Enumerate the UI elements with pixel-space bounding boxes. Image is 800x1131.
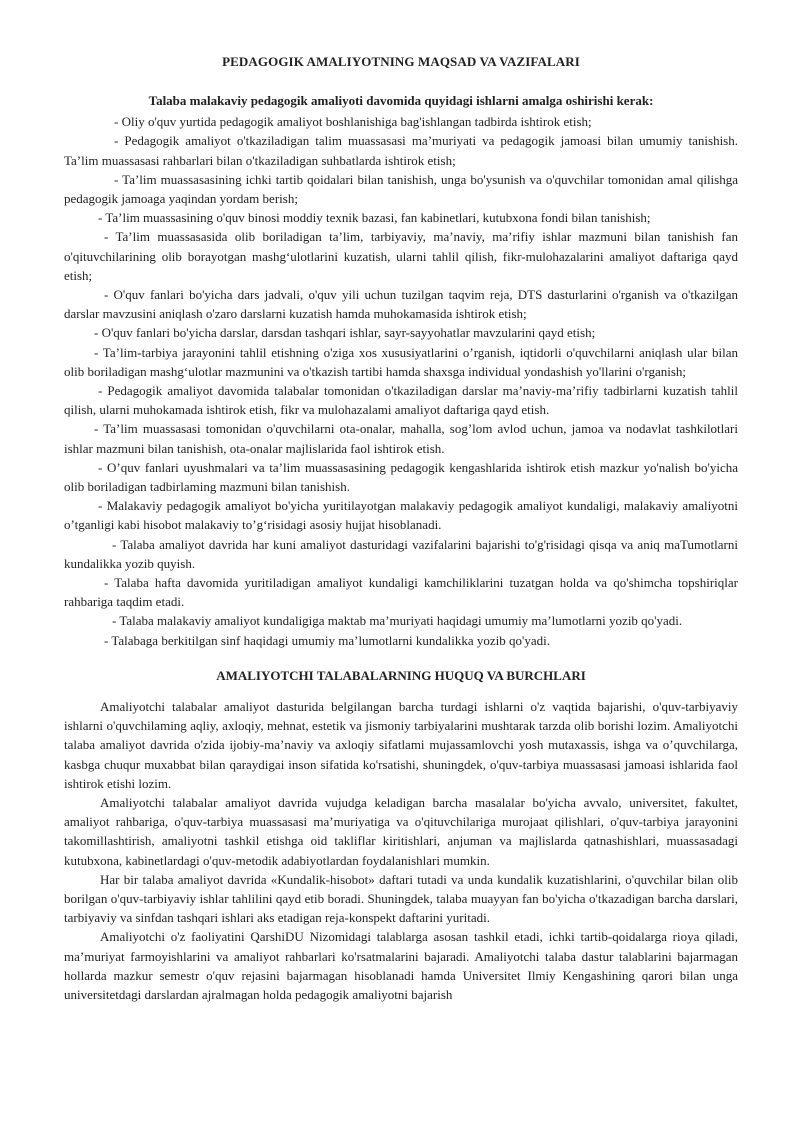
section-title-goals: PEDAGOGIK AMALIYOTNING MAQSAD VA VAZIFALARI bbox=[222, 54, 580, 69]
list-item: - Ta’lim muassasining o'quv binosi moddiy texnik bazasi, fan kabinetlari, kutubxona fondi bilan tanishish; bbox=[98, 210, 651, 226]
body-paragraph: Amaliyotchi o'z faoliyatini QarshiDU Nizomidagi talablarga asosan tashkil etadi, ichki tartib-qoidalarga rioya qiladi, ma’muriyat farmoyishlarini va amaliyot rahbarlari ko'rsatmalarini bajaradi. Amaliyotchi talaba dastur talablarini bajarmagan hollarda mazkur semestr o'quv rejasini bajarmagan hisoblanadi hamda Universitet Ilmiy Kengashining qarori bilan unga universitetdagi darslardan ajralmagan holda pedagogik amaliyotni bajarish bbox=[64, 929, 738, 1002]
body-paragraph: Har bir talaba amaliyot davrida «Kundalik-hisobot» daftari tutadi va unda kundalik kuzatishlarini, o'quvchilar bilan olib borilgan o'quv-tarbiyaviy ishlar tahlilini qayd etib boradi. Shuningdek, talaba muayyan fan bo'yicha o'tkazadigan barcha darslari, tarbiyaviy va sinfdan tashqari ishlari aks etadigan reja-konspekt daftarini yuritadi. bbox=[64, 871, 738, 926]
list-item: - Malakaviy pedagogik amaliyot bo'yicha yuritilayotgan malakaviy pedagogik amaliyot kundaligi, malakaviy amaliyotni o’tganligi kabi hisobot malakaviy to’g‘risidagi asosiy hujjat hisoblanadi. bbox=[64, 498, 738, 533]
list-item: - Ta’lim muassasasida olib boriladigan ta’lim, tarbiyaviy, ma’naviy, ma’rifiy ishlar mazmuni bilan tanishish fan o'qituvchilarining olib borayotgan mashg‘ulotlarini kuzatish, ularni tahlil qilish, fikr-mulohazalarini amaliyot daftariga qayd etish; bbox=[64, 229, 738, 283]
list-item: - Ta’lim-tarbiya jarayonini tahlil etishning o'ziga xos xususiyatlarini o’rganish, iqtidorli o'quvchilarni aniqlash ular bilan olib boriladigan mashg‘ulotlar mazmunini va o'tkazish tartibi hamda shaxsga individual yondashish yo'llarini o'rganish; bbox=[64, 344, 738, 379]
list-item: - Talaba amaliyot davrida har kuni amaliyot dasturidagi vazifalarini bajarishi to'g'risidagi qisqa va aniq maTumotlarni kundalikka yozib quyish. bbox=[64, 536, 738, 571]
list-item: - Pedagogik amaliyot davomida talabalar tomonidan o'tkaziladigan darslar ma’naviy-ma’rifiy tadbirlarni kuzatish tahlil qilish, ularni muhokamada ishtirok etish, fikr va mulohazalami amaliyot daftariga qayd etish. bbox=[64, 383, 738, 418]
list-item: - O’quv fanlari uyushmalari va ta’lim muassasasining pedagogik kengashlarida ishtirok etish mazkur yo'nalish bo'yicha olib boriladigan tadbirlaming mazmuni bilan tanishish. bbox=[64, 459, 738, 495]
list-item: - Talabaga berkitilgan sinf haqidagi umumiy ma’lumotlarni kundalikka yozib qo'yadi. bbox=[104, 632, 550, 648]
lead-sentence: Talaba malakaviy pedagogik amaliyoti davomida quyidagi ishlarni amalga oshirishi kerak: bbox=[148, 93, 654, 108]
body-paragraph: Amaliyotchi talabalar amaliyot dasturida belgilangan barcha turdagi ishlarni o'z vaqtida bajarishi, o'quv-tarbiyaviy ishlarni o'quvchilaming aqliy, axloqiy, mehnat, estetik va jismoniy tarbiyalarini mushtarak tarzda olib borishi lozim. Amaliyotchi talaba amaliyot davrida o'zida ijobiy-ma’naviy va axloqiy sifatlami mujassamlovchi yosh mutaxassis, ishga va o’quvchilarga, kasbga chuqur muxabbat bilan qaraydigai inson sifatida ko'rsatishi, shuningdek, o'quv-tarbiya muassasasi jamoasi ishlarida faol ishtirok etishi lozim. bbox=[64, 698, 738, 791]
document-body bbox=[64, 52, 738, 1004]
body-paragraph: Amaliyotchi talabalar amaliyot davrida vujudga keladigan barcha masalalar bo'yicha avvalo, universitet, fakultet, amaliyot rahbariga, o'quv-tarbiya muassasasi ma’muriyatiga va o'qituvchilariga murojaat qilishlari, o'quv-tarbiya jarayonini takomillashtirish, amaliyotni tashkil etishga oid takliflar kiritishlari, anjuman va majlislarda qatnashishlari, muassasadagi kutubxona, kabinetlardagi o'quv-metodik adabiyotlardan foydalanishlari mumkin. bbox=[64, 794, 738, 868]
section-title-rights: AMALIYOTCHI TALABALARNING HUQUQ VA BURCHLARI bbox=[216, 667, 586, 683]
list-item: - O'quv fanlari bo'yicha dars jadvali, o'quv yili uchun tuzilgan taqvim reja, DTS dasturlarini o'rganish va o'tkazilgan darslar mavzusini aniqlash o'zaro darslarni kuzatish hamda muhokamasida ishtirok etish; bbox=[64, 287, 738, 322]
list-item: - Talaba hafta davomida yuritiladigan amaliyot kundaligi kamchiliklarini tuzatgan holda va qo'shimcha topshiriqlar rahbariga taqdim etadi. bbox=[64, 575, 738, 610]
list-item: - Ta’lim muassasasi tomonidan o'quvchilarni ota-onalar, mahalla, sog’lom avlod uchun, jamoa va nodavlat tashkilotlari ishlar mazmuni bilan tanishish, ota-onalar majlislarida faol ishtirok etish. bbox=[64, 421, 738, 456]
list-item: - Ta’lim muassasasining ichki tartib qoidalari bilan tanishish, unga bo'ysunish va o'quvchilar tomonidan amal qilishga pedagogik jamoaga yaqindan yordam berish; bbox=[64, 171, 738, 207]
list-item: - Oliy o'quv yurtida pedagogik amaliyot boshlanishiga bag'ishlangan tadbirda ishtirok etish; bbox=[114, 114, 592, 130]
list-item: - Talaba malakaviy amaliyot kundaligiga maktab ma’muriyati haqidagi umumiy ma’lumotlarni yozib qo'yadi. bbox=[112, 613, 683, 629]
list-item: - Pedagogik amaliyot o'tkaziladigan talim muassasasi ma’muriyati va pedagogik jamoasi bilan umumiy tanishish. Ta’lim muassasasi rahbarlari bilan o'tkaziladigan suhbatlarda ishtirok etish; bbox=[64, 133, 738, 168]
list-item: - O'quv fanlari bo'yicha darslar, darsdan tashqari ishlar, sayr-sayyohatlar mavzularini qayd etish; bbox=[94, 325, 596, 341]
